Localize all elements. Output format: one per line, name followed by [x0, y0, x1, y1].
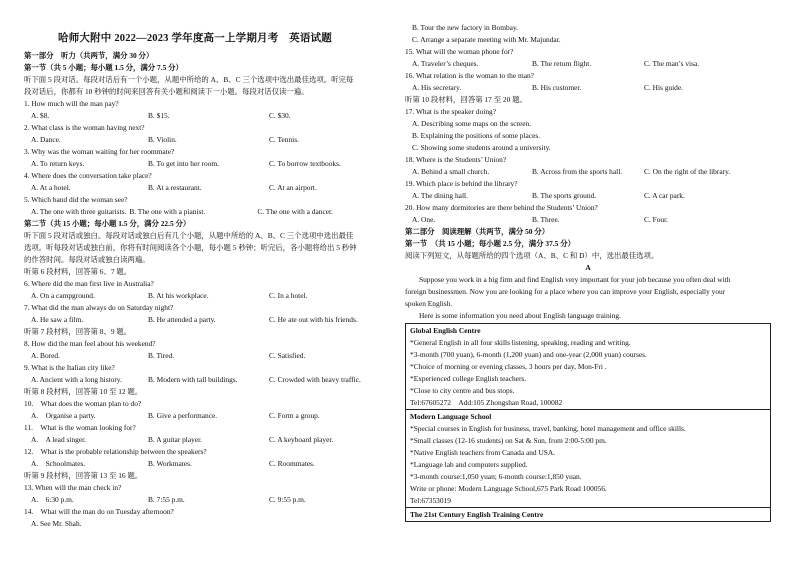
option-b: B. Across from the sports hall. [532, 167, 623, 176]
school-detail: *Small classes (12-16 students) on Sat & Sun, from 2:00-5:00 pm. [410, 436, 607, 445]
option-b: B. 7:55 p.m. [148, 495, 185, 504]
option-c: C. A car park. [644, 191, 685, 200]
question-text: 15. What will the woman phone for? [405, 47, 514, 56]
school-name: The 21st Century English Training Centre [410, 510, 544, 519]
option-a: A. 6:30 p.m. [31, 495, 74, 504]
passage-text: spoken English. [405, 299, 453, 308]
option-c: C. 9:55 p.m. [269, 495, 306, 504]
sec1-instructions: 段对话后，你都有 10 秒钟的时间来回答有关小题和阅读下一小题。每段对话仅读一遍。 [24, 87, 309, 96]
question-block [24, 482, 394, 506]
question-text: 20. How many dormitories are there behind the Students’ Union? [405, 203, 598, 212]
question-block [405, 70, 771, 94]
part2-sec1-heading: 第一节 （共 15 小题；每小题 2.5 分，满分 37.5 分） [405, 239, 575, 248]
option-a: A. Organise a party. [31, 411, 96, 420]
option-a: A. $8. [31, 111, 50, 120]
option-b: B. He attended a party. [148, 315, 216, 324]
option-c: C. Satisfied. [269, 351, 306, 360]
option-b: B. The sports ground. [532, 191, 597, 200]
option-b: B. The one with a pianist. [129, 207, 206, 216]
question-text: 19. Which place is behind the library? [405, 179, 518, 188]
question-block [405, 106, 771, 154]
part2-heading: 第二部分 阅读理解（共两节，满分 50 分） [405, 227, 550, 236]
option-a: A. See Mr. Shah. [31, 519, 82, 528]
question-text: 4. Where does the conversation take place? [24, 171, 152, 180]
school-detail: *Choice of morning or evening classes, 3 hours per day, Mon-Fri . [410, 362, 607, 371]
question-text: 14. What will the man do on Tuesday afternoon? [24, 507, 174, 516]
option-b: B. Violin. [148, 135, 177, 144]
option-a: A. To return keys. [31, 159, 85, 168]
part1-heading: 第一部分 听力（共两节，满分 30 分） [24, 51, 154, 60]
option-a: A. A lead singer. [31, 435, 87, 444]
question-text: 9. What is the Italian city like? [24, 363, 115, 372]
question-text: 7. What did the man always do on Saturday night? [24, 303, 174, 312]
question-text: 6. Where did the man first live in Australia? [24, 279, 154, 288]
school-detail: *Language lab and computers supplied. [410, 460, 528, 469]
school-global [406, 324, 770, 410]
option-c: C. Four. [644, 215, 669, 224]
option-a: A. On a campground. [31, 291, 95, 300]
question-block [24, 98, 394, 122]
option-b: B. Tour the new factory in Bombay. [412, 23, 519, 32]
option-a: A. Schoolmates. [31, 459, 86, 468]
option-c: C. His guide. [644, 83, 684, 92]
school-detail: *General English in all four skills listening, speaking, reading and writing. [410, 338, 631, 347]
option-a: A. He saw a film. [31, 315, 84, 324]
passage-text: foreign businessmen. Now you are looking for a place where you can improve your English, especially your [405, 287, 726, 296]
option-b: B. Tired. [148, 351, 175, 360]
option-b: B. The return flight. [532, 59, 592, 68]
option-c: C. To borrow textbooks. [269, 159, 341, 168]
question-text: 5. Which band did the woman see? [24, 195, 128, 204]
question-text: 2. What class is the woman having next? [24, 123, 145, 132]
question-block [24, 170, 394, 194]
question-text: 17. What is the speaker doing? [405, 107, 496, 116]
option-c: C. $30. [269, 111, 291, 120]
question-block [24, 122, 394, 146]
school-modern [406, 410, 770, 508]
school-detail: *Close to city centre and bus stops. [410, 386, 515, 395]
option-a: A. The one with three guitarists. [31, 207, 127, 216]
school-21st-century [406, 508, 770, 521]
sec1-instructions: 听下面 5 段对话。每段对话后有一个小题，从题中所给的 A、B、C 三个选项中选出最佳选项。听完每 [24, 75, 354, 84]
option-c: C. At an airport. [269, 183, 317, 192]
option-b: B. Explaining the positions of some places. [412, 131, 541, 140]
school-contact: Tel:67353019 [410, 496, 451, 505]
part1-sec1-heading: 第一节（共 5 小题；每小题 1.5 分，满分 7.5 分） [24, 63, 183, 72]
question-text: 18. Where is the Students’ Union? [405, 155, 507, 164]
school-detail: *Experienced college English teachers. [410, 374, 527, 383]
school-contact: Write or phone: Modern Language School,675 Park Road 100056. [410, 484, 607, 493]
option-c: C. The man’s visa. [644, 59, 700, 68]
question-block [24, 446, 394, 470]
question-text: 8. How did the man feel about his weekend? [24, 339, 156, 348]
listening-note: 听第 8 段材料，回答第 10 至 12 题。 [24, 387, 143, 396]
option-a: A. His secretary. [412, 83, 462, 92]
option-c: C. Roommates. [269, 459, 315, 468]
school-info-table [405, 323, 771, 522]
option-b: B. Give a performance. [148, 411, 218, 420]
option-c: C. On the right of the library. [644, 167, 731, 176]
reading-instructions: 阅读下列短文，从每题所给的四个选项（A、B、C 和 D）中，选出最佳选项。 [405, 251, 659, 260]
option-a: A. Ancient with a long history. [31, 375, 122, 384]
question-block [24, 146, 394, 170]
option-a: A. At a hotel. [31, 183, 71, 192]
listening-note: 听第 6 段材料，回答第 6、7 题。 [24, 267, 132, 276]
listening-note: 听第 7 段材料，回答第 8、9 题。 [24, 327, 132, 336]
question-text: 1. How much will the man pay? [24, 99, 119, 108]
listening-note: 听第 10 段材料，回答第 17 至 20 题。 [405, 95, 527, 104]
option-b: B. At a restaurant. [148, 183, 202, 192]
school-detail: *3-month course:1,050 yuan; 6-month course:1,850 yuan. [410, 472, 582, 481]
question-block [24, 362, 394, 386]
option-b: B. Three. [532, 215, 560, 224]
option-a: A. The dining hall. [412, 191, 468, 200]
question-text: 11. What is the woman looking for? [24, 423, 136, 432]
sec2-instructions: 选项。听每段对话或独白前，你将有时间阅读各个小题，每小题 5 秒钟；听完后，各小题将给出 5 秒钟 [24, 243, 357, 252]
question-block [24, 398, 394, 422]
right-column [405, 22, 771, 522]
school-detail: *Special courses in English for business, travel, banking, hotel management and office skills. [410, 424, 686, 433]
sec2-instructions: 的作答时间。每段对话或独白读两遍。 [24, 255, 150, 264]
school-detail: *Native English teachers from Canada and USA. [410, 448, 556, 457]
passage-label: A [585, 263, 591, 272]
school-detail: *3-month (700 yuan), 6-month (1,200 yuan) and one-year (2,000 yuan) courses. [410, 350, 647, 359]
passage-text: Here is some information you need about English language training. [419, 311, 621, 320]
option-a: A. Describing some maps on the screen. [412, 119, 532, 128]
question-block [405, 178, 771, 202]
question-block [405, 46, 771, 70]
option-b: B. A guitar player. [148, 435, 202, 444]
option-a: A. Dance. [31, 135, 61, 144]
left-column [24, 10, 394, 530]
option-b: B. At his workplace. [148, 291, 209, 300]
option-c: C. Form a group. [269, 411, 320, 420]
option-b: B. Workmates. [148, 459, 192, 468]
option-c: C. In a hotel. [269, 291, 308, 300]
option-c: C. He ate out with his friends. [269, 315, 358, 324]
option-c: C. Arrange a separate meeting with Mr. Majundar. [412, 35, 561, 44]
option-b: B. Modern with tall buildings. [148, 375, 238, 384]
option-a: A. Behind a small church. [412, 167, 490, 176]
question-text: 13. When will the man check in? [24, 483, 122, 492]
option-b: B. His customer. [532, 83, 582, 92]
question-block [24, 194, 394, 218]
question-block [405, 202, 771, 226]
school-name: Global English Centre [410, 326, 481, 335]
question-text: 16. What relation is the woman to the man? [405, 71, 534, 80]
option-a: A. Bored. [31, 351, 60, 360]
passage-text: Suppose you work in a big firm and find English very important for your job because you often deal with [419, 275, 731, 284]
question-block [24, 506, 394, 530]
option-a: A. One. [412, 215, 436, 224]
question-block [405, 154, 771, 178]
question-block [24, 302, 394, 326]
page-title: 哈师大附中 2022—2023 学年度高一上学期月考 英语试题 [58, 33, 332, 44]
question-text: 10. What does the woman plan to do? [24, 399, 142, 408]
question-text: 12. What is the probable relationship between the speakers? [24, 447, 207, 456]
option-c: C. The one with a dancer. [257, 207, 333, 216]
option-c: C. Tennis. [269, 135, 299, 144]
question-block [24, 338, 394, 362]
option-a: A. Traveler’s cheques. [412, 59, 479, 68]
part1-sec2-heading: 第二节（共 15 小题；每小题 1.5 分，满分 22.5 分） [24, 219, 191, 228]
school-name: Modern Language School [410, 412, 492, 421]
option-c: C. Crowded with heavy traffic. [269, 375, 361, 384]
option-b: B. $15. [148, 111, 170, 120]
option-b: B. To get into her room. [148, 159, 219, 168]
school-contact: Tel:67605272 Add:105 Zhongshan Road, 100082 [410, 398, 563, 407]
question-block [24, 278, 394, 302]
listening-note: 听第 9 段材料，回答第 13 至 16 题。 [24, 471, 143, 480]
question-block [24, 422, 394, 446]
question-text: 3. Why was the woman waiting for her roommate? [24, 147, 175, 156]
option-c: C. Showing some students around a university. [412, 143, 551, 152]
option-c: C. A keyboard player. [269, 435, 334, 444]
sec2-instructions: 听下面 5 段对话或独白。每段对话或独白后有几个小题，从题中所给的 A、B、C 三个选项中选出最佳 [24, 231, 354, 240]
